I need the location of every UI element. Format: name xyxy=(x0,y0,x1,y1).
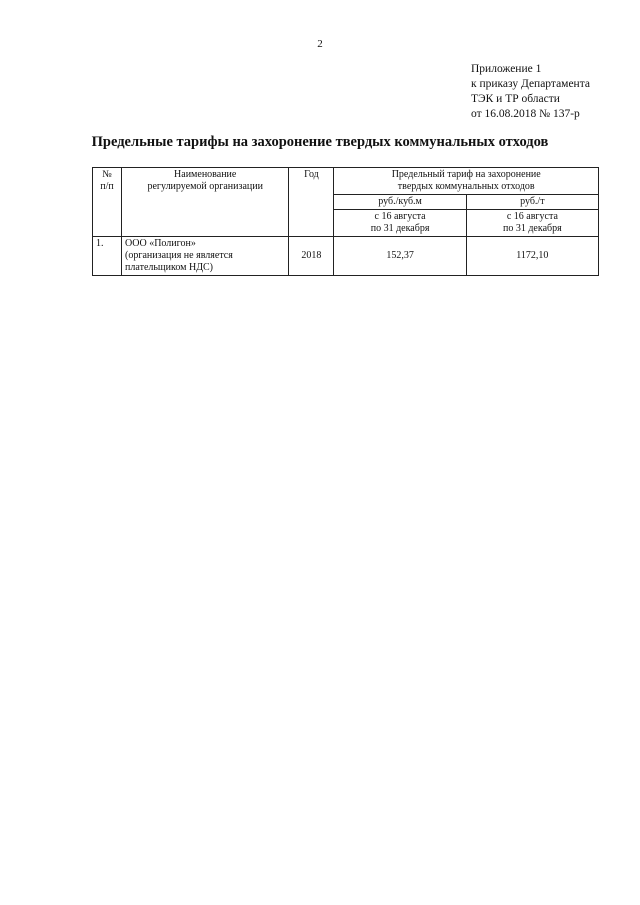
header-unit-mass: руб./т xyxy=(466,195,598,210)
org-text: плательщиком НДС) xyxy=(125,262,214,273)
header-unit-volume: руб./куб.м xyxy=(334,195,466,210)
header-text: твердых коммунальных отходов xyxy=(397,181,535,192)
header-number xyxy=(93,168,122,237)
header-text: с 16 августа xyxy=(506,211,558,222)
appendix-line: к приказу Департамента xyxy=(471,78,590,90)
appendix-line: ТЭК и ТР области xyxy=(471,93,560,105)
header-year xyxy=(289,168,334,237)
header-text: по 31 декабря xyxy=(370,223,430,234)
tariff-table xyxy=(92,167,599,276)
header-text: с 16 августа xyxy=(374,211,426,222)
header-text: п/п xyxy=(100,181,114,192)
document-title: Предельные тарифы на захоронение твердых коммунальных отходов xyxy=(91,134,549,150)
header-period-mass xyxy=(466,210,598,237)
row-year: 2018 xyxy=(289,237,334,276)
header-period-volume xyxy=(334,210,466,237)
table-header-row xyxy=(93,168,599,195)
header-text: Наименование xyxy=(174,169,237,180)
header-organization xyxy=(122,168,289,237)
header-text: Предельный тариф на захоронение xyxy=(391,169,541,180)
appendix-block xyxy=(471,62,590,122)
row-tariff-volume: 152,37 xyxy=(334,237,466,276)
page-number: 2 xyxy=(317,38,323,50)
header-text: Год xyxy=(304,169,319,180)
table-row xyxy=(93,237,599,276)
header-text: № xyxy=(102,169,112,180)
appendix-line: Приложение 1 xyxy=(471,63,542,75)
appendix-line: от 16.08.2018 № 137-р xyxy=(471,108,580,120)
header-text: по 31 декабря xyxy=(502,223,562,234)
org-text: ООО «Полигон» xyxy=(125,238,196,249)
header-tariff xyxy=(334,168,599,195)
header-text: регулируемой организации xyxy=(147,181,263,192)
row-tariff-mass: 1172,10 xyxy=(466,237,598,276)
org-text: (организация не является xyxy=(125,250,233,261)
row-organization xyxy=(122,237,289,276)
row-number: 1. xyxy=(93,237,122,276)
